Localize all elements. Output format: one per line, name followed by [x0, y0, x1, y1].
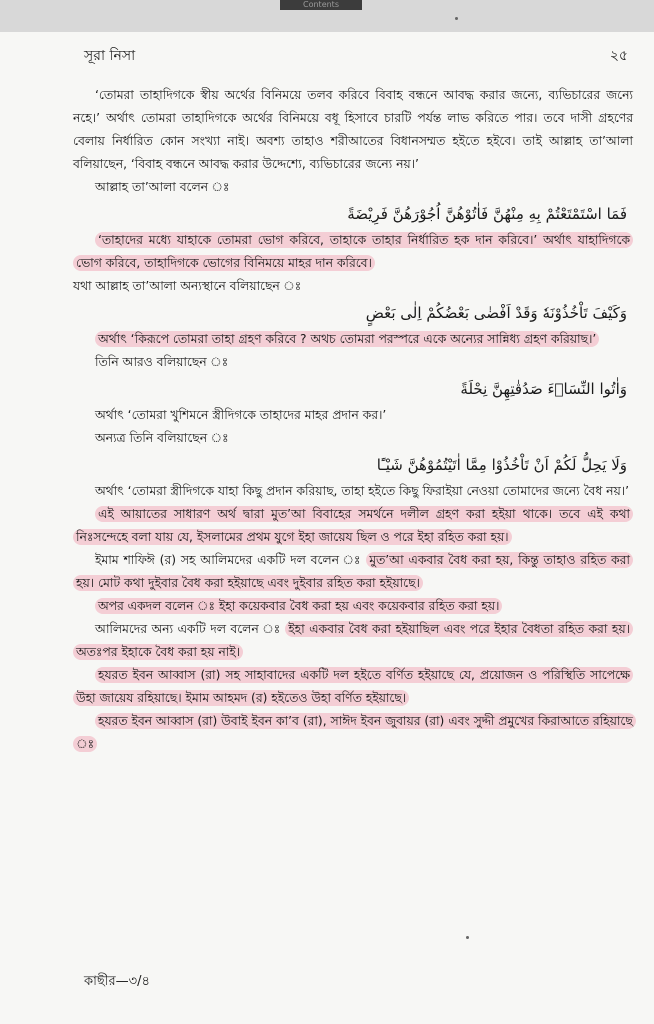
arabic-verse: وَاٰتُوا النِّسَاۤءَ صَدُقٰتِهِنَّ نِحْلَةً — [460, 380, 627, 398]
page-footer: কাছীর—৩/৪ — [84, 974, 150, 989]
contents-button[interactable]: Contents — [280, 0, 362, 10]
paragraph: আল্লাহ তা’আলা বলেন ঃ — [95, 180, 230, 194]
highlighted-paragraph: অপর একদল বলেন ঃ ইহা কয়েকবার বৈধ করা হয় এবং কয়েকবার রহিত করা হয়। — [95, 598, 502, 614]
arabic-verse: فَمَا اسْتَمْتَعْتُمْ بِهِ مِنْهُنَّ فَاٰتُوْهُنَّ اُجُوْرَهُنَّ فَرِيْضَةً — [347, 205, 627, 223]
highlighted-translation: ‘তাহাদের মধ্যে যাহাকে তোমরা ভোগ করিবে, তাহাকে তাহার নির্ধারিত হক দান করিবে।’ অর্থাৎ যাহাদিগকে ভোগ করিবে, তাহাদিগকে ভোগের বিনিময়ে মাহর দান করিবে। — [73, 232, 633, 271]
arabic-verse: وَلَا يَحِلُّ لَكُمْ اَنْ تَاْخُذُوْا مِمَّا اٰتَيْتُمُوْهُنَّ شَيْـًٔا — [376, 456, 627, 474]
arabic-verse: وَكَيْفَ تَاْخُذُوْنَهٗ وَقَدْ اَفْضٰى بَعْضُكُمْ اِلٰى بَعْضٍ — [365, 304, 627, 322]
paragraph: ‘তোমরা তাহাদিগকে স্বীয় অর্থের বিনিময়ে তলব করিবে বিবাহ বন্ধনে আবদ্ধ করার জন্যে, ব্যভিচারের জন্যে নহে।’ অর্থাৎ তোমরা তাহাদিগকে অর্থের বিনিময়ে বধূ হিসাবে চারটি পর্যন্ত লাভ করিতে পার। তবে দাসী গ্রহণের বেলায় নির্ধারিত কোন সংখ্যা নাই। অবশ্য তাহাও শরীআতের বিধানসম্মত হইতে হইবে। তাই আল্লাহ তা’আলা বলিয়াছেন, ‘বিবাহ বন্ধনে আবদ্ধ করার উদ্দেশ্যে, ব্যভিচারের জন্যে নয়।’ — [73, 88, 633, 171]
paragraph: অন্যত্র তিনি বলিয়াছেন ঃ — [95, 431, 229, 445]
paragraph: যথা আল্লাহ তা’আলা অন্যস্থানে বলিয়াছেন ঃ — [73, 279, 302, 293]
paragraph: তিনি আরও বলিয়াছেন ঃ — [95, 355, 229, 369]
page-number: ২৫ — [609, 48, 628, 64]
paragraph-lead: ইমাম শাফিঈ (র) সহ আলিমদের একটি দল বলেন ঃ — [95, 553, 362, 567]
highlighted-paragraph: হযরত ইবন আব্বাস (রা) সহ সাহাবাদের একটি দল হইতে বর্ণিত হইয়াছে যে, প্রয়োজন ও পরিস্থিতি সাপেক্ষে উহা জায়েয রহিয়াছে। ইমাম আহমদ (র) হইতেও উহা বর্ণিত হইয়াছে। — [73, 667, 633, 706]
page-header — [84, 44, 632, 68]
highlighted-paragraph: হযরত ইবন আব্বাস (রা) উবাই ইবন কা’ব (রা), সাঈদ ইবন জুবায়র (রা) এবং সুদ্দী প্রমুখের কিরাআতে রহিয়াছে ঃ — [73, 713, 636, 752]
highlighted-paragraph: মুত’আ একবার বৈধ করা হয়, কিন্তু তাহাও রহিত করা হয়। মোট কথা দুইবার বৈধ করা হইয়াছে এবং দুইবার রহিত করা হইয়াছে। — [73, 552, 633, 591]
dust-dot — [466, 936, 469, 939]
highlighted-translation: অর্থাৎ ‘কিরূপে তোমরা তাহা গ্রহণ করিবে ? অথচ তোমরা পরস্পরে একে অন্যের সান্নিধ্য গ্রহণ করিয়াছ।’ — [95, 331, 599, 347]
surah-title: সূরা নিসা — [84, 48, 136, 64]
dust-dot — [455, 17, 458, 20]
highlighted-paragraph: এই আয়াতের সাধারণ অর্থ দ্বারা মুত’আ বিবাহের সমর্থনে দলীল গ্রহণ করা হইয়া থাকে। তবে এই কথা নিঃসন্দেহে বলা যায় যে, ইসলামের প্রথম যুগে ইহা জায়েয ছিল ও পরে ইহা রহিত করা হয়। — [73, 506, 633, 545]
paragraph: অর্থাৎ ‘তোমরা খুশিমনে স্ত্রীদিগকে তাহাদের মাহর প্রদান কর।’ — [95, 408, 387, 422]
book-page — [0, 32, 654, 1024]
page-body — [73, 84, 633, 756]
paragraph: অর্থাৎ ‘তোমরা স্ত্রীদিগকে যাহা কিছু প্রদান করিয়াছ, তাহা হইতে কিছু ফিরাইয়া নেওয়া তোমাদের জন্যে বৈধ নয়।’ — [95, 484, 630, 498]
top-strip — [0, 0, 654, 32]
highlighted-paragraph: ইহা একবার বৈধ করা হইয়াছিল এবং পরে ইহার বৈধতা রহিত করা হয়। অতঃপর ইহাকে বৈধ করা হয় নাই। — [73, 621, 633, 660]
paragraph-lead: আলিমদের অন্য একটি দল বলেন ঃ — [95, 622, 281, 636]
